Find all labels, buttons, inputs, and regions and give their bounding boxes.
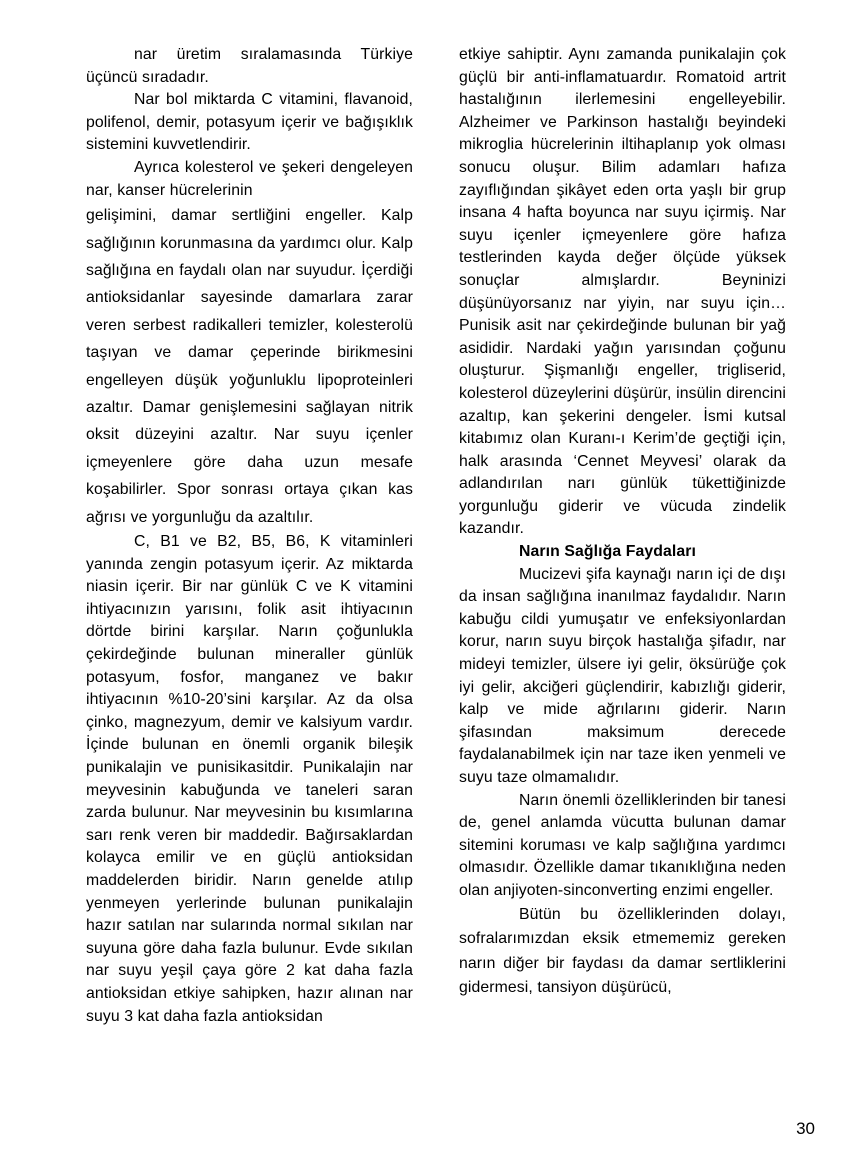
left-column: [86, 44, 413, 1028]
right-column: [459, 44, 786, 1028]
body-paragraph: gelişimini, damar sertliğini engeller. Kalp sağlığının korunmasına da yardımcı olur. Kalp sağlığına en faydalı olan nar suyudur. İçerdiği antioksidanlar sayesinde damarlara zarar veren serbest radikalleri temizler, kolesterolü taşıyan ve damar çeperinde birikmesini engelleyen düşük yoğunluklu lipoproteinleri azaltır. Damar genişlemesini sağlayan nitrik oksit düzeyini azaltır. Nar suyu içenler içmeyenlere göre daha uzun mesafe koşabilirler. Spor sonrası ortaya çıkan kas ağrısı ve yorgunluğu da azaltılır.: [86, 207, 413, 526]
two-column-text-layout: [86, 44, 786, 1028]
body-paragraph: etkiye sahiptir. Aynı zamanda punikalajin çok güçlü bir anti-inflamatuardır. Romatoid artrit hastalığının ilerlemesini engelleyebilir. Alzheimer ve Parkinson hastalığı beyindeki mikroglia hücrelerinin iltihaplanıp yok olması sonucu oluşur. Bilim adamları hafıza zayıflığından şikâyet eden orta yaşlı bir grup insana 4 hafta boyunca nar suyu içirmiş. Nar suyu içenler içmeyenlere göre hafıza testlerinden kayda değer ölçüde yüksek sonuçlar almışlardır. Beyninizi düşünüyorsanız nar yiyin, nar suyu için…Punisik asit nar çekirdeğinde bulunan bir yağ asididir. Nardaki yağın yarısından çoğunu oluşturur. Şişmanlığı engeller, trigliserid, kolesterol düzeylerini düşürür, insülin direncini azaltıp, kan şekerini dengeler. İsmi kutsal kitabımız olan Kuranı-ı Kerim’de geçtiği için, halk arasında ‘Cennet Meyvesi’ olarak da adlandırılan narı günlük tükettiğinizde yorgunluğu giderir ve vücuda zindelik kazandır.: [459, 46, 786, 538]
body-paragraph: Ayrıca kolesterol ve şekeri dengeleyen nar, kanser hücrelerinin: [86, 158, 413, 199]
body-paragraph: nar üretim sıralamasında Türkiye üçüncü sıradadır.: [86, 46, 413, 86]
body-paragraph: Narın önemli özelliklerinden bir tanesi de, genel anlamda vücutta bulunan damar sitemini koruması ve kalp sağlığına yardımcı olmasıdır. Özellikle damar tıkanıklığına neden olan anjiyoten-sinconverting enzimi engeller.: [459, 791, 786, 899]
body-paragraph: Mucizevi şifa kaynağı narın içi de dışı da insan sağlığına inanılmaz faydalıdır. Narın kabuğu cildi yumuşatır ve enfeksiyonlardan korur, narın suyu birçok hastalığa şifadır, nar mideyi temizler, ülsere iyi gelir, öksürüğe çok iyi gelir, akciğeri güçlendirir, kabızlığı giderir, kalp ve mide ağrılarını giderir. Narın şifasından maksimum derecede faydalanabilmek için nar taze iken yenmeli ve suyu taze olmamalıdır.: [459, 565, 786, 786]
section-heading: Narın Sağlığa Faydaları: [519, 543, 697, 561]
body-paragraph: C, B1 ve B2, B5, B6, K vitaminleri yanında zengin potasyum içerir. Az miktarda niasin içerir. Bir nar günlük C ve K vitamini ihtiyacınızın yarısını, folik asit ihtiyacının dörtde birini karşılar. Narın çoğunlukla çekirdeğinde bulunan mineraller günlük potasyum, fosfor, manganez ve bakır ihtiyacının %10-20’sini karşılar. Az da olsa çinko, magnezyum, demir ve kalsiyum vardır. İçinde bulunan en önemli organik bileşik punikalajin ve punisikasitdir. Punikalajin nar meyvesinin kabuğunda ve taneleri saran zarda bulunur. Nar meyvesinin bu kısımlarına sarı renk veren bir maddedir. Bağırsaklardan kolayca emilir ve en güçlü antioksidan maddelerden biridir. Narın genelde atılıp yenmeyen yerlerinde bulunan punikalajin hazır satılan nar sularında normal sıkılan nar suyuna göre daha fazla bulunur. Evde sıkılan nar suyu yeşil çaya göre 2 kat daha fazla antioksidan etkiye sahipken, hazır alınan nar suyu 3 kat daha fazla antioksidan: [86, 533, 413, 1025]
body-paragraph: Bütün bu özelliklerinden dolayı, sofralarımızdan eksik etmememiz gereken narın diğer bir faydası da damar sertliklerini gidermesi, tansiyon düşürücü,: [459, 905, 786, 997]
body-paragraph: Nar bol miktarda C vitamini, flavanoid, polifenol, demir, potasyum içerir ve bağışıklık sistemini kuvvetlendirir.: [86, 91, 413, 154]
page-number: 30: [796, 1119, 815, 1138]
